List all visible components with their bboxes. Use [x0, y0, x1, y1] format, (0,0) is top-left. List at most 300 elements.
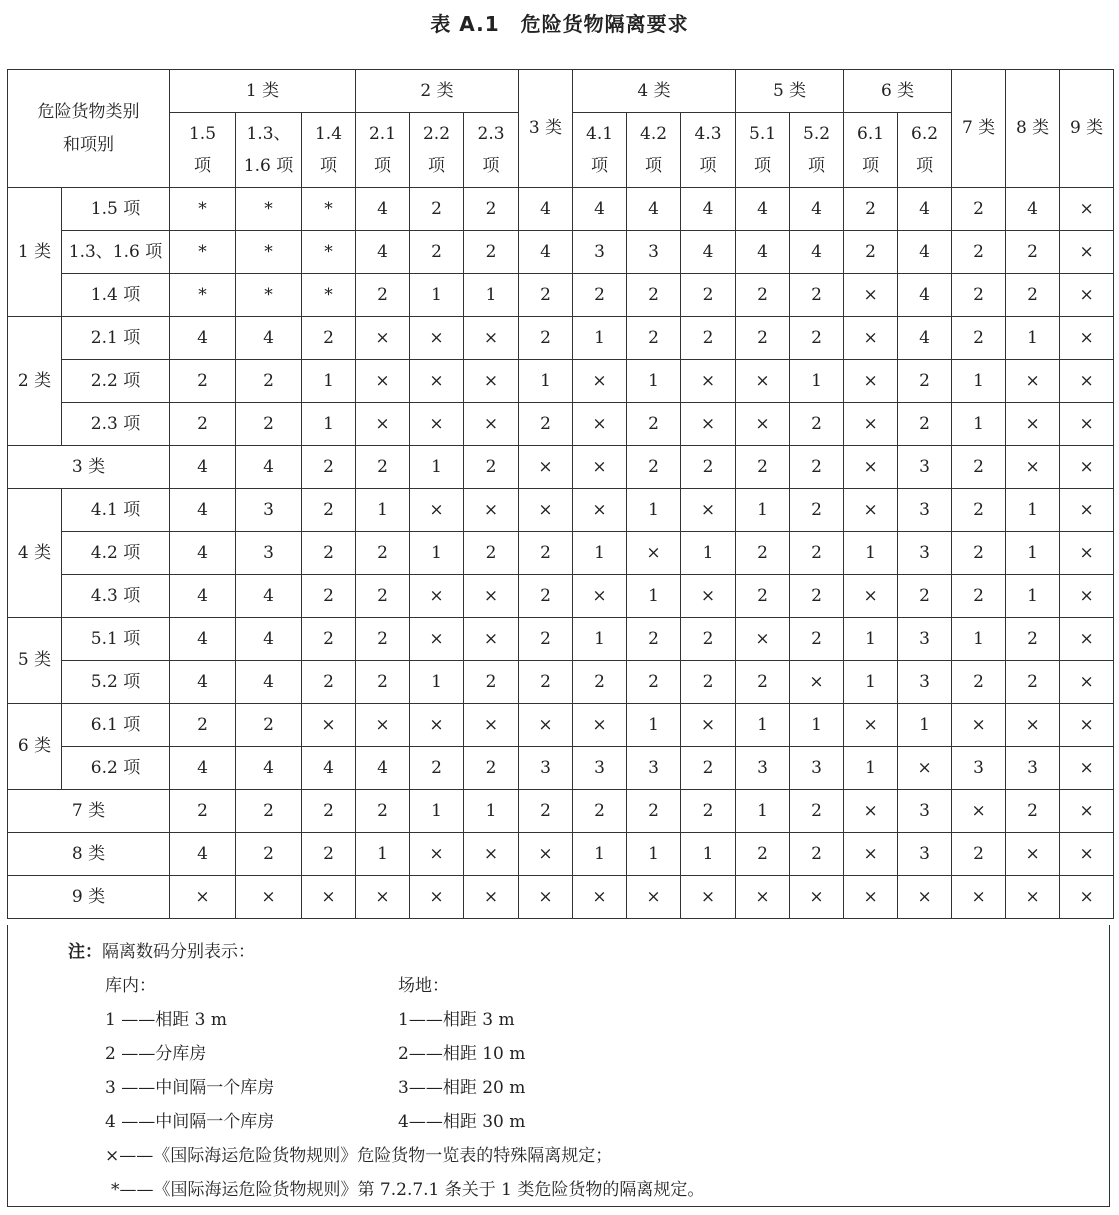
segregation-cell: 3 — [573, 747, 627, 790]
segregation-table — [7, 69, 1114, 919]
segregation-cell: 1 — [573, 618, 627, 661]
segregation-cell: 2 — [952, 446, 1006, 489]
segregation-cell: 3 — [627, 747, 681, 790]
segregation-cell: × — [844, 446, 898, 489]
division-header — [898, 113, 952, 188]
division-header — [410, 113, 464, 188]
segregation-cell: × — [898, 747, 952, 790]
segregation-cell: 1 — [1006, 317, 1060, 360]
segregation-cell: 2 — [519, 317, 573, 360]
segregation-cell: * — [302, 274, 356, 317]
segregation-cell: × — [790, 876, 844, 919]
segregation-cell: 2 — [519, 532, 573, 575]
segregation-cell: 4 — [573, 188, 627, 231]
segregation-cell: * — [170, 188, 236, 231]
class-group-header: 4 类 — [573, 70, 736, 113]
division-header-line2: 1.6 项 — [243, 156, 294, 176]
segregation-cell: × — [1006, 446, 1060, 489]
segregation-cell: 4 — [170, 661, 236, 704]
segregation-cell: 2 — [464, 446, 519, 489]
segregation-cell: × — [170, 876, 236, 919]
division-header-line1: 4.1 — [586, 123, 614, 144]
segregation-cell: 2 — [356, 618, 410, 661]
segregation-cell: × — [1060, 403, 1114, 446]
segregation-cell: 4 — [898, 317, 952, 360]
segregation-cell: × — [736, 403, 790, 446]
segregation-cell: × — [844, 274, 898, 317]
division-header — [736, 113, 790, 188]
segregation-cell: 1 — [356, 489, 410, 532]
division-header-line2: 项 — [482, 156, 500, 176]
segregation-cell: 2 — [464, 747, 519, 790]
segregation-cell: 2 — [790, 790, 844, 833]
division-header — [790, 113, 844, 188]
segregation-cell: 4 — [898, 274, 952, 317]
segregation-cell: 2 — [519, 790, 573, 833]
class-group-header: 1 类 — [170, 70, 356, 113]
table-title: 表 A.1 危险货物隔离要求 — [430, 12, 689, 36]
note-cross-definition: ×——《国际海运危险货物规则》危险货物一览表的特殊隔离规定； — [105, 1146, 613, 1166]
segregation-cell: × — [410, 489, 464, 532]
row-class-label: 4 类 — [8, 489, 62, 618]
segregation-cell: 2 — [736, 575, 790, 618]
segregation-cell: 1 — [627, 575, 681, 618]
segregation-cell: × — [410, 403, 464, 446]
segregation-cell: 1 — [627, 360, 681, 403]
segregation-cell: 4 — [356, 188, 410, 231]
segregation-cell: × — [1060, 231, 1114, 274]
note-left-item: 2 ——分库房 — [105, 1044, 207, 1064]
note-left-item: 3 ——中间隔一个库房 — [105, 1078, 275, 1098]
division-header — [681, 113, 736, 188]
segregation-cell: 4 — [170, 833, 236, 876]
segregation-cell: × — [1060, 833, 1114, 876]
division-header — [236, 113, 302, 188]
notes-box — [7, 925, 1110, 1207]
header-row-groups — [8, 70, 1114, 113]
segregation-cell: 2 — [736, 833, 790, 876]
segregation-cell: 2 — [627, 317, 681, 360]
segregation-cell: 3 — [898, 532, 952, 575]
segregation-cell: 2 — [236, 360, 302, 403]
segregation-cell: 1 — [952, 360, 1006, 403]
segregation-cell: 2 — [236, 833, 302, 876]
segregation-cell: × — [356, 876, 410, 919]
segregation-cell: 2 — [681, 618, 736, 661]
segregation-cell: × — [573, 489, 627, 532]
segregation-cell: × — [627, 876, 681, 919]
segregation-cell: 2 — [681, 661, 736, 704]
division-header — [356, 113, 410, 188]
segregation-cell: 4 — [519, 231, 573, 274]
segregation-cell: 1 — [410, 532, 464, 575]
class-group-header: 6 类 — [844, 70, 952, 113]
segregation-cell: 2 — [627, 661, 681, 704]
segregation-cell: 2 — [356, 446, 410, 489]
division-header-line2: 项 — [374, 156, 392, 176]
segregation-cell: 1 — [573, 317, 627, 360]
segregation-cell: 2 — [627, 618, 681, 661]
segregation-cell: * — [170, 274, 236, 317]
division-header-line1: 1.4 — [314, 123, 343, 144]
segregation-cell: 1 — [1006, 575, 1060, 618]
segregation-cell: × — [573, 876, 627, 919]
segregation-cell: 2 — [952, 317, 1006, 360]
division-header-line2: 项 — [916, 156, 934, 176]
segregation-cell: 2 — [898, 575, 952, 618]
segregation-cell: 2 — [302, 489, 356, 532]
segregation-cell: 2 — [790, 575, 844, 618]
row-division-label: 2.3 项 — [62, 403, 170, 446]
segregation-cell: 2 — [952, 489, 1006, 532]
segregation-cell: 2 — [302, 661, 356, 704]
segregation-cell: × — [1006, 876, 1060, 919]
segregation-cell: 4 — [236, 575, 302, 618]
segregation-cell: 4 — [898, 188, 952, 231]
segregation-cell: 2 — [573, 790, 627, 833]
segregation-cell: × — [464, 317, 519, 360]
segregation-cell: 1 — [844, 747, 898, 790]
segregation-cell: × — [410, 317, 464, 360]
segregation-cell: 1 — [464, 790, 519, 833]
division-header-line1: 4.3 — [694, 123, 722, 144]
row-division-label: 4.1 项 — [62, 489, 170, 532]
division-header-line2: 项 — [645, 156, 663, 176]
row-class-label: 9 类 — [8, 876, 170, 919]
segregation-cell: 1 — [410, 446, 464, 489]
segregation-cell: 2 — [627, 790, 681, 833]
table-row — [8, 231, 1114, 274]
segregation-cell: 3 — [898, 618, 952, 661]
segregation-cell: 2 — [519, 618, 573, 661]
table-row — [8, 833, 1114, 876]
segregation-cell: × — [844, 317, 898, 360]
segregation-cell: 2 — [952, 833, 1006, 876]
segregation-cell: × — [519, 446, 573, 489]
note-left-item: 4 ——中间隔一个库房 — [105, 1112, 275, 1132]
division-header-line2: 项 — [194, 156, 211, 176]
segregation-cell: 2 — [952, 188, 1006, 231]
segregation-cell: × — [464, 833, 519, 876]
segregation-cell: 2 — [356, 790, 410, 833]
segregation-cell: 2 — [952, 575, 1006, 618]
segregation-cell: 2 — [356, 532, 410, 575]
segregation-cell: 1 — [952, 618, 1006, 661]
segregation-cell: × — [410, 876, 464, 919]
segregation-cell: 2 — [627, 403, 681, 446]
segregation-cell: × — [1006, 403, 1060, 446]
segregation-cell: 2 — [573, 274, 627, 317]
segregation-cell: 2 — [1006, 274, 1060, 317]
row-division-label: 6.2 项 — [62, 747, 170, 790]
segregation-cell: × — [844, 403, 898, 446]
table-row — [8, 747, 1114, 790]
segregation-cell: 4 — [170, 489, 236, 532]
segregation-cell: 2 — [410, 231, 464, 274]
segregation-cell: × — [519, 704, 573, 747]
row-class-label: 6 类 — [8, 704, 62, 790]
segregation-cell: 4 — [236, 618, 302, 661]
segregation-cell: × — [1060, 661, 1114, 704]
segregation-cell: 1 — [1006, 532, 1060, 575]
segregation-cell: 2 — [627, 274, 681, 317]
segregation-cell: 4 — [302, 747, 356, 790]
segregation-cell: 4 — [170, 317, 236, 360]
segregation-cell: × — [952, 790, 1006, 833]
table-row — [8, 876, 1114, 919]
segregation-cell: 1 — [573, 532, 627, 575]
division-header — [844, 113, 898, 188]
segregation-cell: 1 — [302, 360, 356, 403]
segregation-cell: 2 — [898, 360, 952, 403]
row-division-label: 2.2 项 — [62, 360, 170, 403]
segregation-cell: × — [681, 489, 736, 532]
segregation-cell: × — [236, 876, 302, 919]
segregation-cell: 1 — [952, 403, 1006, 446]
segregation-cell: 2 — [736, 446, 790, 489]
segregation-cell: 1 — [356, 833, 410, 876]
segregation-cell: 3 — [898, 661, 952, 704]
segregation-cell: 1 — [410, 274, 464, 317]
segregation-cell: 2 — [952, 274, 1006, 317]
segregation-cell: × — [573, 360, 627, 403]
segregation-cell: 4 — [170, 446, 236, 489]
segregation-cell: × — [844, 575, 898, 618]
division-header — [170, 113, 236, 188]
segregation-cell: 2 — [790, 532, 844, 575]
segregation-cell: × — [952, 876, 1006, 919]
segregation-cell: 1 — [736, 704, 790, 747]
segregation-cell: × — [410, 575, 464, 618]
segregation-cell: × — [844, 360, 898, 403]
segregation-cell: × — [464, 575, 519, 618]
corner-header-line2: 和项别 — [63, 134, 114, 155]
segregation-cell: 3 — [236, 489, 302, 532]
notes-left-title: 库内： — [105, 976, 156, 996]
row-division-label: 4.3 项 — [62, 575, 170, 618]
segregation-cell: 2 — [519, 661, 573, 704]
segregation-cell: 1 — [898, 704, 952, 747]
division-header-line2: 项 — [699, 156, 717, 176]
segregation-cell: 2 — [681, 446, 736, 489]
segregation-cell: × — [356, 317, 410, 360]
segregation-cell: 1 — [681, 532, 736, 575]
row-class-label: 5 类 — [8, 618, 62, 704]
division-header-line1: 6.1 — [857, 123, 885, 144]
segregation-cell: 2 — [790, 274, 844, 317]
segregation-cell: 4 — [736, 188, 790, 231]
segregation-cell: 1 — [302, 403, 356, 446]
segregation-cell: 1 — [790, 704, 844, 747]
corner-header — [8, 70, 170, 188]
division-header — [464, 113, 519, 188]
division-header-line1: 1.3、 — [246, 123, 291, 144]
row-division-label: 1.4 项 — [62, 274, 170, 317]
segregation-cell: 2 — [236, 704, 302, 747]
segregation-cell: * — [236, 274, 302, 317]
segregation-cell: × — [464, 618, 519, 661]
note-star-definition: *——《国际海运危险货物规则》第 7.2.7.1 条关于 1 类危险货物的隔离规定。 — [111, 1180, 705, 1200]
row-class-label: 2 类 — [8, 317, 62, 446]
segregation-cell: 2 — [302, 317, 356, 360]
segregation-cell: 4 — [736, 231, 790, 274]
division-header-line2: 项 — [591, 156, 609, 176]
segregation-cell: 1 — [736, 790, 790, 833]
segregation-cell: 2 — [410, 188, 464, 231]
segregation-cell: × — [464, 403, 519, 446]
segregation-cell: 2 — [410, 747, 464, 790]
segregation-cell: 4 — [790, 188, 844, 231]
division-header-line2: 项 — [862, 156, 880, 176]
segregation-cell: 2 — [790, 618, 844, 661]
segregation-cell: × — [410, 704, 464, 747]
segregation-cell: × — [1060, 317, 1114, 360]
segregation-cell: × — [681, 876, 736, 919]
segregation-table-wrapper — [7, 69, 1112, 919]
segregation-cell: × — [302, 876, 356, 919]
segregation-cell: 4 — [790, 231, 844, 274]
row-class-label: 7 类 — [8, 790, 170, 833]
segregation-cell: × — [573, 575, 627, 618]
segregation-cell: 2 — [302, 446, 356, 489]
segregation-cell: 2 — [302, 532, 356, 575]
division-header-line1: 5.2 — [803, 123, 831, 144]
segregation-cell: 2 — [790, 403, 844, 446]
segregation-cell: × — [844, 704, 898, 747]
segregation-cell: 4 — [356, 231, 410, 274]
segregation-cell: 2 — [1006, 790, 1060, 833]
segregation-cell: 4 — [236, 747, 302, 790]
division-header-line2: 项 — [320, 156, 337, 176]
segregation-cell: 3 — [952, 747, 1006, 790]
segregation-cell: × — [464, 704, 519, 747]
division-header-line1: 1.5 — [188, 123, 217, 144]
note-left-item: 1 ——相距 3 m — [105, 1010, 227, 1030]
segregation-cell: × — [302, 704, 356, 747]
table-row — [8, 618, 1114, 661]
corner-header-line1: 危险货物类别 — [37, 102, 140, 123]
segregation-cell: 1 — [627, 704, 681, 747]
row-division-label: 1.5 项 — [62, 188, 170, 231]
segregation-cell: 3 — [898, 489, 952, 532]
table-row — [8, 575, 1114, 618]
segregation-cell: 2 — [464, 231, 519, 274]
segregation-cell: 2 — [790, 317, 844, 360]
segregation-cell: × — [410, 618, 464, 661]
segregation-cell: 2 — [1006, 618, 1060, 661]
segregation-cell: × — [681, 403, 736, 446]
class-group-header: 5 类 — [736, 70, 844, 113]
notes-heading: 注： — [68, 942, 102, 962]
segregation-cell: × — [1060, 790, 1114, 833]
segregation-cell: 3 — [627, 231, 681, 274]
segregation-cell: 2 — [952, 532, 1006, 575]
segregation-cell: 2 — [681, 790, 736, 833]
segregation-cell: 1 — [1006, 489, 1060, 532]
segregation-cell: × — [1006, 833, 1060, 876]
segregation-cell: 2 — [236, 790, 302, 833]
segregation-cell: × — [627, 532, 681, 575]
segregation-cell: * — [236, 231, 302, 274]
segregation-cell: × — [1060, 575, 1114, 618]
note-right-item: 1——相距 3 m — [398, 1010, 515, 1030]
segregation-cell: 2 — [681, 317, 736, 360]
segregation-cell: 3 — [1006, 747, 1060, 790]
segregation-cell: 1 — [736, 489, 790, 532]
table-row — [8, 403, 1114, 446]
segregation-cell: 2 — [464, 661, 519, 704]
segregation-cell: 4 — [627, 188, 681, 231]
segregation-cell: 1 — [410, 790, 464, 833]
segregation-cell: 2 — [790, 489, 844, 532]
segregation-cell: 2 — [681, 747, 736, 790]
segregation-cell: 2 — [302, 833, 356, 876]
division-header-line2: 项 — [428, 156, 446, 176]
segregation-cell: 2 — [736, 532, 790, 575]
segregation-cell: × — [573, 704, 627, 747]
segregation-cell: × — [464, 360, 519, 403]
segregation-cell: × — [356, 360, 410, 403]
row-division-label: 5.1 项 — [62, 618, 170, 661]
segregation-cell: × — [790, 661, 844, 704]
division-header-line1: 4.2 — [640, 123, 668, 144]
segregation-cell: × — [844, 876, 898, 919]
segregation-cell: × — [844, 790, 898, 833]
table-row — [8, 661, 1114, 704]
class-group-header: 8 类 — [1006, 70, 1060, 188]
row-class-label: 8 类 — [8, 833, 170, 876]
segregation-cell: 4 — [681, 188, 736, 231]
segregation-cell: × — [1060, 446, 1114, 489]
segregation-cell: 4 — [170, 618, 236, 661]
segregation-cell: × — [410, 833, 464, 876]
segregation-cell: 2 — [464, 188, 519, 231]
segregation-cell: 3 — [898, 790, 952, 833]
segregation-cell: × — [952, 704, 1006, 747]
segregation-cell: 3 — [790, 747, 844, 790]
segregation-cell: 4 — [898, 231, 952, 274]
row-division-label: 6.1 项 — [62, 704, 170, 747]
segregation-cell: × — [736, 876, 790, 919]
segregation-cell: 3 — [736, 747, 790, 790]
division-header-line1: 2.3 — [477, 123, 505, 144]
table-row — [8, 360, 1114, 403]
division-header — [627, 113, 681, 188]
segregation-cell: × — [1060, 704, 1114, 747]
segregation-cell: 2 — [302, 790, 356, 833]
segregation-cell: 2 — [952, 661, 1006, 704]
segregation-cell: 1 — [627, 489, 681, 532]
segregation-cell: 3 — [898, 446, 952, 489]
table-row — [8, 317, 1114, 360]
segregation-cell: × — [898, 876, 952, 919]
segregation-cell: × — [356, 403, 410, 446]
segregation-cell: × — [519, 876, 573, 919]
segregation-cell: 2 — [573, 661, 627, 704]
segregation-cell: 2 — [519, 575, 573, 618]
segregation-cell: 2 — [844, 231, 898, 274]
table-row — [8, 532, 1114, 575]
segregation-cell: 2 — [302, 575, 356, 618]
row-division-label: 1.3、1.6 项 — [62, 231, 170, 274]
notes-intro: 隔离数码分别表示： — [102, 942, 255, 962]
segregation-cell: × — [519, 489, 573, 532]
division-header-line1: 6.2 — [911, 123, 939, 144]
segregation-cell: × — [573, 446, 627, 489]
segregation-cell: 2 — [736, 317, 790, 360]
segregation-cell: × — [1060, 489, 1114, 532]
segregation-cell: 2 — [302, 618, 356, 661]
